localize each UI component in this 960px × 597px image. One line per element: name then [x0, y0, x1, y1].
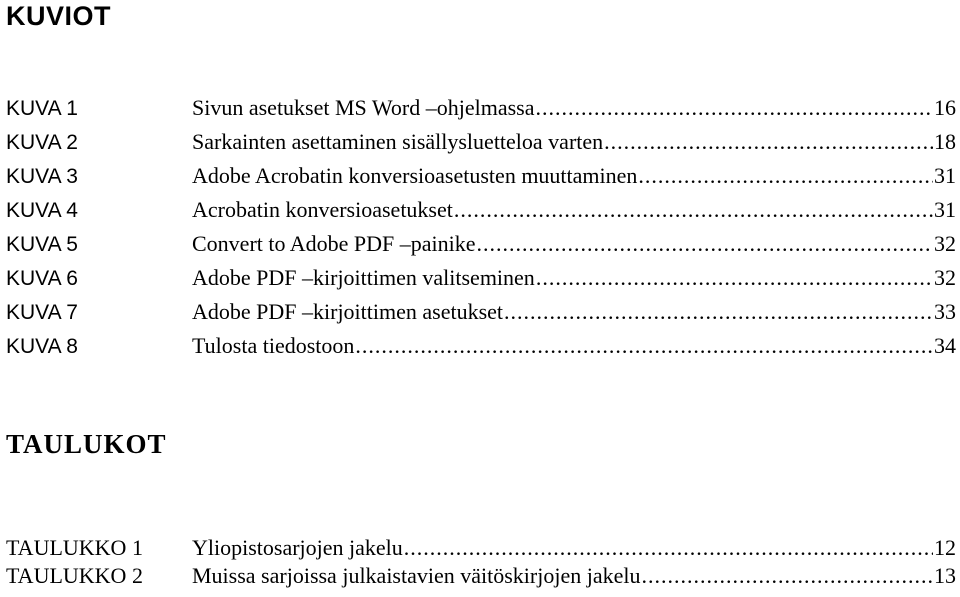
figure-label: KUVA 8	[6, 335, 78, 358]
figure-page-number: 32	[934, 231, 956, 256]
dot-leader	[404, 534, 933, 562]
table-page-number: 13	[934, 563, 956, 588]
figure-page-number: 33	[934, 299, 956, 324]
figure-title: Adobe PDF –kirjoittimen valitseminen	[192, 265, 535, 290]
figure-title: Tulosta tiedostoon	[192, 333, 355, 358]
figure-title: Adobe PDF –kirjoittimen asetukset	[192, 299, 504, 324]
figure-label: KUVA 1	[6, 97, 78, 120]
dot-leader	[477, 227, 933, 261]
figure-page-number: 31	[934, 163, 956, 188]
dot-leader	[355, 329, 933, 363]
figure-label: KUVA 7	[6, 301, 78, 324]
dot-leader	[638, 159, 933, 193]
figure-label: KUVA 5	[6, 233, 78, 256]
figure-page-number: 32	[934, 265, 956, 290]
dot-leader	[504, 295, 933, 329]
figure-entry	[6, 329, 956, 363]
table-page-number: 12	[934, 535, 956, 560]
figure-entry	[6, 159, 956, 193]
table-label: TAULUKKO 1	[6, 535, 143, 560]
table-title: Yliopistosarjojen jakelu	[192, 535, 403, 560]
figure-page-number: 18	[934, 129, 956, 154]
figures-heading: KUVIOT	[6, 1, 112, 31]
dot-leader	[454, 193, 933, 227]
figure-label: KUVA 6	[6, 267, 78, 290]
figure-entry	[6, 125, 956, 159]
figure-page-number: 34	[934, 333, 956, 358]
dot-leader	[604, 125, 933, 159]
dot-leader	[641, 562, 933, 590]
figure-label: KUVA 3	[6, 165, 78, 188]
figure-entry	[6, 295, 956, 329]
figure-title: Convert to Adobe PDF –painike	[192, 231, 476, 256]
figure-title: Acrobatin konversioasetukset	[192, 197, 453, 222]
table-entry	[6, 562, 956, 590]
tables-list	[6, 534, 956, 590]
figure-title: Sivun asetukset MS Word –ohjelmassa	[192, 95, 535, 120]
table-label: TAULUKKO 2	[6, 563, 143, 588]
figure-label: KUVA 2	[6, 131, 78, 154]
figure-page-number: 31	[934, 197, 956, 222]
figure-label: KUVA 4	[6, 199, 78, 222]
figure-entry	[6, 261, 956, 295]
figure-title: Sarkainten asettaminen sisällysluetteloa varten	[192, 129, 604, 154]
figures-list	[6, 91, 956, 363]
dot-leader	[536, 261, 933, 295]
table-entry	[6, 534, 956, 562]
figure-entry	[6, 227, 956, 261]
figure-page-number: 16	[934, 95, 956, 120]
figure-entry	[6, 193, 956, 227]
tables-heading: TAULUKOT	[6, 429, 167, 459]
table-title: Muissa sarjoissa julkaistavien väitöskirjojen jakelu	[192, 563, 641, 588]
figure-entry	[6, 91, 956, 125]
figure-title: Adobe Acrobatin konversioasetusten muuttaminen	[192, 163, 638, 188]
dot-leader	[535, 91, 933, 125]
